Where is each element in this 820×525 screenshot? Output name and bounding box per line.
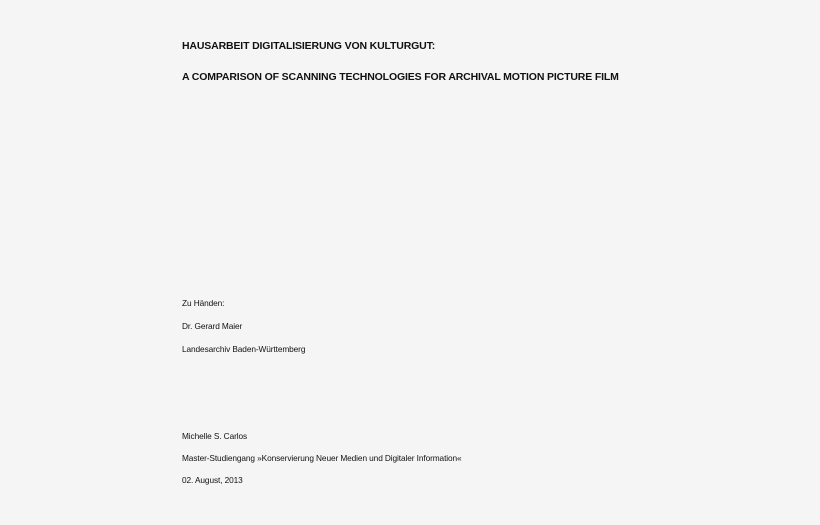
- document-date: 02. August, 2013: [182, 475, 243, 485]
- title-line-1: HAUSARBEIT DIGITALISIERUNG VON KULTURGUT:: [182, 40, 436, 52]
- attention-label: Zu Händen:: [182, 298, 225, 308]
- author-name: Michelle S. Carlos: [182, 431, 248, 441]
- study-program: Master-Studiengang »Konservierung Neuer Medien und Digitaler Information«: [182, 453, 462, 463]
- title-line-2: A COMPARISON OF SCANNING TECHNOLOGIES FOR ARCHIVAL MOTION PICTURE FILM: [182, 71, 619, 83]
- recipient-name: Dr. Gerard Maier: [182, 321, 243, 331]
- recipient-institution: Landesarchiv Baden-Württemberg: [182, 344, 306, 354]
